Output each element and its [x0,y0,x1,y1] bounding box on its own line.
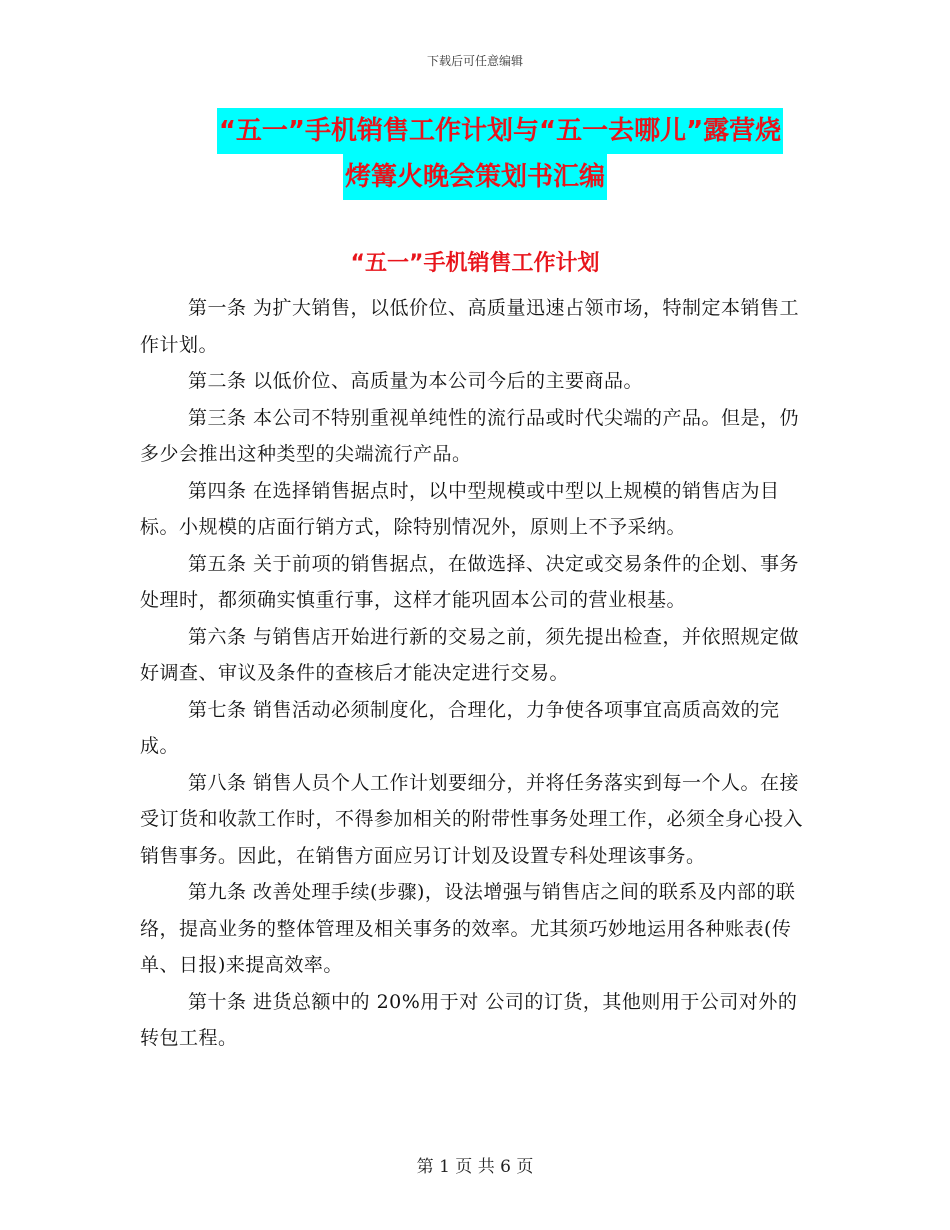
article-10: 第十条 进货总额中的 20%用于对 公司的订货，其他则用于公司对外的转包工程。 [140,990,798,1049]
article-6: 第六条 与销售店开始进行新的交易之前，须先提出检查，并依照规定做好调查、审议及条件的查核后才能决定进行交易。 [140,625,800,684]
document-title [0,108,950,200]
article-8: 第八条 销售人员个人工作计划要细分，并将任务落实到每一个人。在接受订货和收款工作时，不得参加相关的附带性事务处理工作，必须全身心投入销售事务。因此，在销售方面应另订计划及设置专科处理该事务。 [140,771,804,867]
article-7: 第七条 销售活动必须制度化，合理化，力争使各项事宜高质高效的完成。 [140,698,780,757]
article-2: 第二条 以低价位、高质量为本公司今后的主要商品。 [188,370,644,392]
article-4: 第四条 在选择销售据点时，以中型规模或中型以上规模的销售店为目标。小规模的店面行销方式，除特别情况外，原则上不予采纳。 [140,479,780,538]
page-number: 第 1 页 共 6 页 [416,1157,534,1177]
article-3: 第三条 本公司不特别重视单纯性的流行品或时代尖端的产品。但是，仍多少会推出这种类型的尖端流行产品。 [140,406,800,465]
document-body [140,290,816,1057]
article-5: 第五条 关于前项的销售据点，在做选择、决定或交易条件的企划、事务处理时，都须确实慎重行事，这样才能巩固本公司的营业根基。 [140,552,800,611]
article-1: 第一条 为扩大销售，以低价位、高质量迅速占领市场，特制定本销售工作计划。 [140,297,800,356]
section-title: “五一”手机销售工作计划 [350,251,600,276]
document-title-line-2: 烤篝火晚会策划书汇编 [343,154,607,200]
header-note: 下载后可任意编辑 [426,54,523,68]
document-title-line-1: “五一”手机销售工作计划与“五一去哪儿”露营烧 [217,108,783,154]
article-9: 第九条 改善处理手续(步骤)，设法增强与销售店之间的联系及内部的联络，提高业务的整体管理及相关事务的效率。尤其须巧妙地运用各种账表(传单、日报)来提高效率。 [140,881,796,976]
